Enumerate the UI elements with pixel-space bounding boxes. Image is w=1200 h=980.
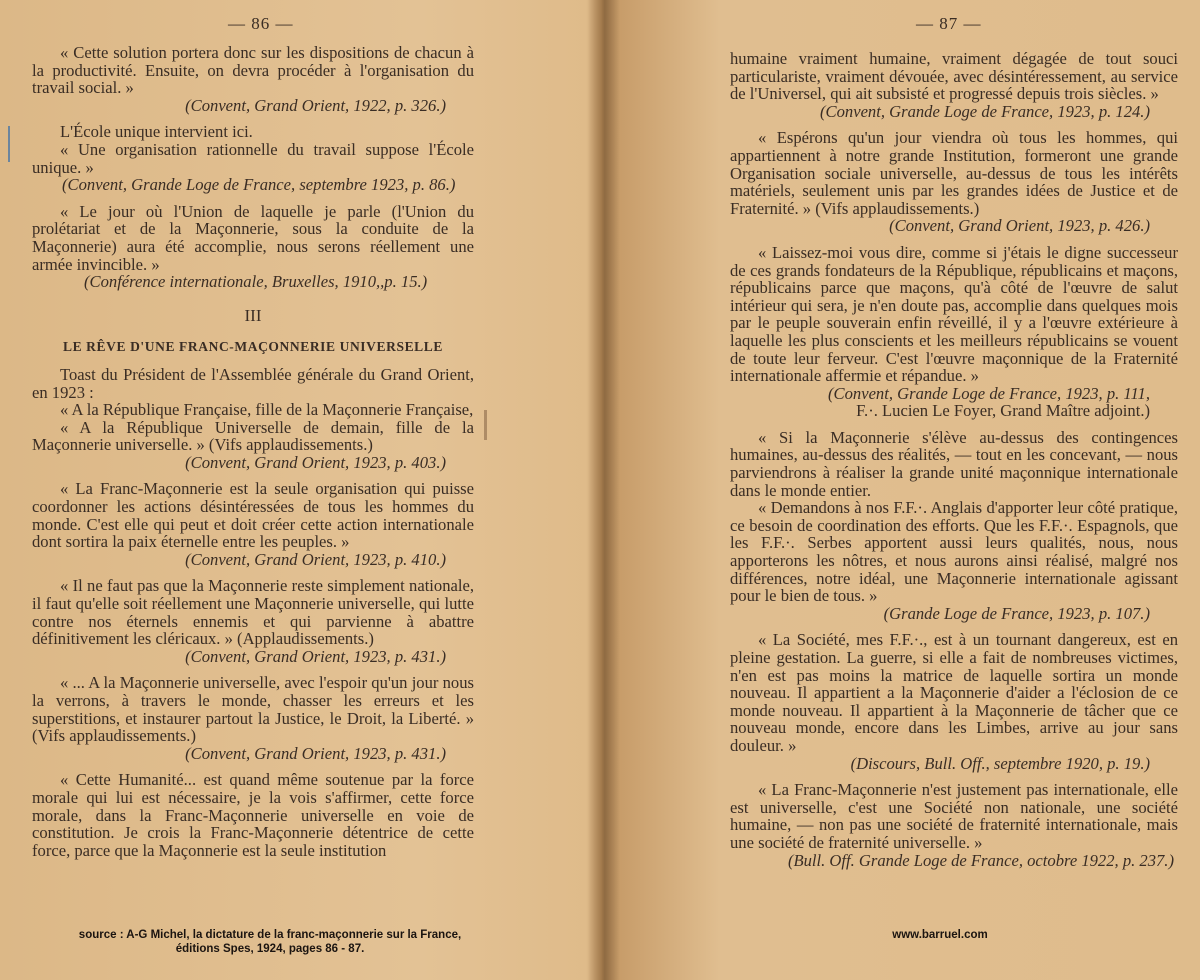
right-page-text bbox=[730, 50, 1178, 869]
citation-author: F.·. Lucien Le Foyer, Grand Maître adjoint.) bbox=[856, 401, 1150, 421]
citation: (Discours, Bull. Off., septembre 1920, p. 19.) bbox=[850, 753, 1150, 773]
website-caption: www.barruel.com bbox=[892, 929, 988, 941]
paragraph: L'École unique intervient ici. bbox=[60, 122, 253, 142]
paragraph: « Si la Maçonnerie s'élève au-dessus des contingences humaines, au-dessus des réalités, — tout en les concevant, — nous parviendrons à réaliser la grande unité maçonnique internationale dans le monde entier. bbox=[730, 427, 1178, 500]
citation: (Convent, Grand Orient, 1923, p. 431.) bbox=[185, 646, 446, 666]
paragraph: « Le jour où l'Union de laquelle je parle (l'Union du prolétariat et de la Maçonnerie, sous la conduite de la Maçonnerie) aura été accomplie, nous serons réellement une armée invincible. » bbox=[32, 201, 474, 274]
citation: (Convent, Grand Orient, 1922, p. 326.) bbox=[185, 95, 446, 115]
source-line-2: éditions Spes, 1924, pages 86 - 87. bbox=[175, 943, 365, 955]
paragraph: humaine vraiment humaine, vraiment dégagée de tout souci particulariste, vraiment dévouée, avec désintéressement, au service de l'Universel, qui ait subsisté et progressé depuis trois siècles. » bbox=[730, 49, 1178, 104]
citation: (Convent, Grande Loge de France, 1923, p. 124.) bbox=[820, 101, 1150, 121]
section-number: III bbox=[244, 305, 262, 325]
left-page-text bbox=[32, 44, 474, 859]
paragraph: « Demandons à nos F.F.·. Anglais d'apporter leur côté pratique, ce besoin de coordination des efforts. Que les F.F.·. Espagnols, que les F.F.·. Serbes apportent aussi leurs qualités, nous, nous apporterons les nôtres, et nous aurons ainsi réalisé, malgré nos différences, notre idéal, une Maçonnerie internationale agissant pour le bien de tous. » bbox=[730, 498, 1178, 606]
source-caption bbox=[40, 928, 500, 956]
citation: (Bull. Off. Grande Loge de France, octobre 1922, p. 237.) bbox=[787, 850, 1174, 870]
citation: (Grande Loge de France, 1923, p. 107.) bbox=[883, 603, 1150, 623]
citation: (Convent, Grand Orient, 1923, p. 410.) bbox=[185, 549, 446, 569]
paragraph: « A la République Universelle de demain, fille de la Maçonnerie universelle. » (Vifs applaudissements.) bbox=[32, 417, 474, 455]
citation: (Convent, Grande Loge de France, 1923, p. 111, bbox=[828, 383, 1150, 403]
margin-pen-mark bbox=[8, 126, 10, 162]
paragraph: « Cette Humanité... est quand même soutenue par la force morale qui lui est nécessaire, je la vois s'affirmer, cette force morale, dans la Franc-Maçonnerie universelle en voie de constitution. Je crois la Franc-Maçonnerie détentrice de cette force, parce que la Maçonnerie est la seule institution bbox=[32, 770, 474, 860]
paragraph: « A la République Française, fille de la Maçonnerie Française, bbox=[60, 400, 474, 420]
source-line-1: source : A-G Michel, la dictature de la franc-maçonnerie sur la France, bbox=[78, 929, 462, 941]
paragraph: « Cette solution portera donc sur les dispositions de chacun à la productivité. Ensuite, on devra procéder à l'organisation du travail social. » bbox=[32, 43, 474, 98]
paragraph: « Une organisation rationnelle du travail suppose l'École unique. » bbox=[32, 139, 474, 177]
paragraph: « Laissez-moi vous dire, comme si j'étais le digne successeur de ces grands fondateurs de la République, républicains et maçons, républicains parce que maçons, qu'à côté de l'œuvre de salut intérieur qui sera, je n'en doute pas, accomplie dans quelques mois par le peuple souverain enfin réveillé, il y a l'œuvre extérieure à laquelle les plus conscients et les meilleurs républicains se vouent de toute leur ferveur. C'est l'œuvre maçonnique de la Fraternité internationale affermie et répandue. » bbox=[730, 242, 1178, 386]
right-page bbox=[600, 0, 1200, 980]
paragraph: Toast du Président de l'Assemblée générale du Grand Orient, en 1923 : bbox=[32, 364, 474, 402]
page-crease-mark bbox=[484, 410, 487, 440]
citation: (Convent, Grand Orient, 1923, p. 403.) bbox=[185, 452, 446, 472]
citation: (Convent, Grande Loge de France, septembre 1923, p. 86.) bbox=[62, 175, 456, 195]
paragraph: « La Franc-Maçonnerie est la seule organisation qui puisse coordonner les actions désintéressées de tous les hommes du monde. C'est elle qui peut et doit créer cette action internationale dont sortira la paix éternelle entre les peuples. » bbox=[32, 479, 474, 552]
section-title: LE RÊVE D'UNE FRANC-MAÇONNERIE UNIVERSELLE bbox=[63, 339, 443, 355]
paragraph: « Espérons qu'un jour viendra où tous les hommes, qui appartiennent à notre grande Institution, formeront une grande Organisation sociale universelle, au-dessus de tous les intérêts matériels, seulement unis par les grandes idées de Justice et de Fraternité. » (Vifs applaudissements.) bbox=[730, 128, 1178, 218]
paragraph: « ... A la Maçonnerie universelle, avec l'espoir qu'un jour nous la verrons, à travers le monde, chasser les erreurs et les superstitions, et instaurer partout la Justice, le Droit, la Liberté. » (Vifs applaudissements.) bbox=[32, 673, 474, 746]
citation: (Conférence internationale, Bruxelles, 1910,,p. 15.) bbox=[84, 272, 428, 292]
paragraph: « Il ne faut pas que la Maçonnerie reste simplement nationale, il faut qu'elle soit réellement une Maçonnerie universelle, qui lutte contre nos éternels ennemis et qui parvienne à abattre définitivement les cléricaux. » (Applaudissements.) bbox=[32, 576, 474, 649]
page-number-left: — 86 — bbox=[228, 14, 294, 33]
page-number-right: — 87 — bbox=[916, 14, 982, 33]
citation: (Convent, Grand Orient, 1923, p. 426.) bbox=[889, 216, 1150, 236]
citation: (Convent, Grand Orient, 1923, p. 431.) bbox=[185, 743, 446, 763]
paragraph: « La Société, mes F.F.·., est à un tournant dangereux, est en pleine gestation. La guerre, si elle a fait de nombreuses victimes, n'en est pas moins la matrice de laquelle sortira un monde nouveau. Il appartient a la Maçonnerie d'aider a l'éclosion de ce monde nouveau. Il appartient à la Maçonnerie de tâcher que ce nouveau monde, encore dans les Limbes, arrive au jour sans douleur. » bbox=[730, 630, 1178, 755]
paragraph: « La Franc-Maçonnerie n'est justement pas internationale, elle est universelle, c'est une Société non nationale, une société humaine, — non pas une société de fraternité internationale, mais une société de fraternité universelle. » bbox=[730, 780, 1178, 852]
